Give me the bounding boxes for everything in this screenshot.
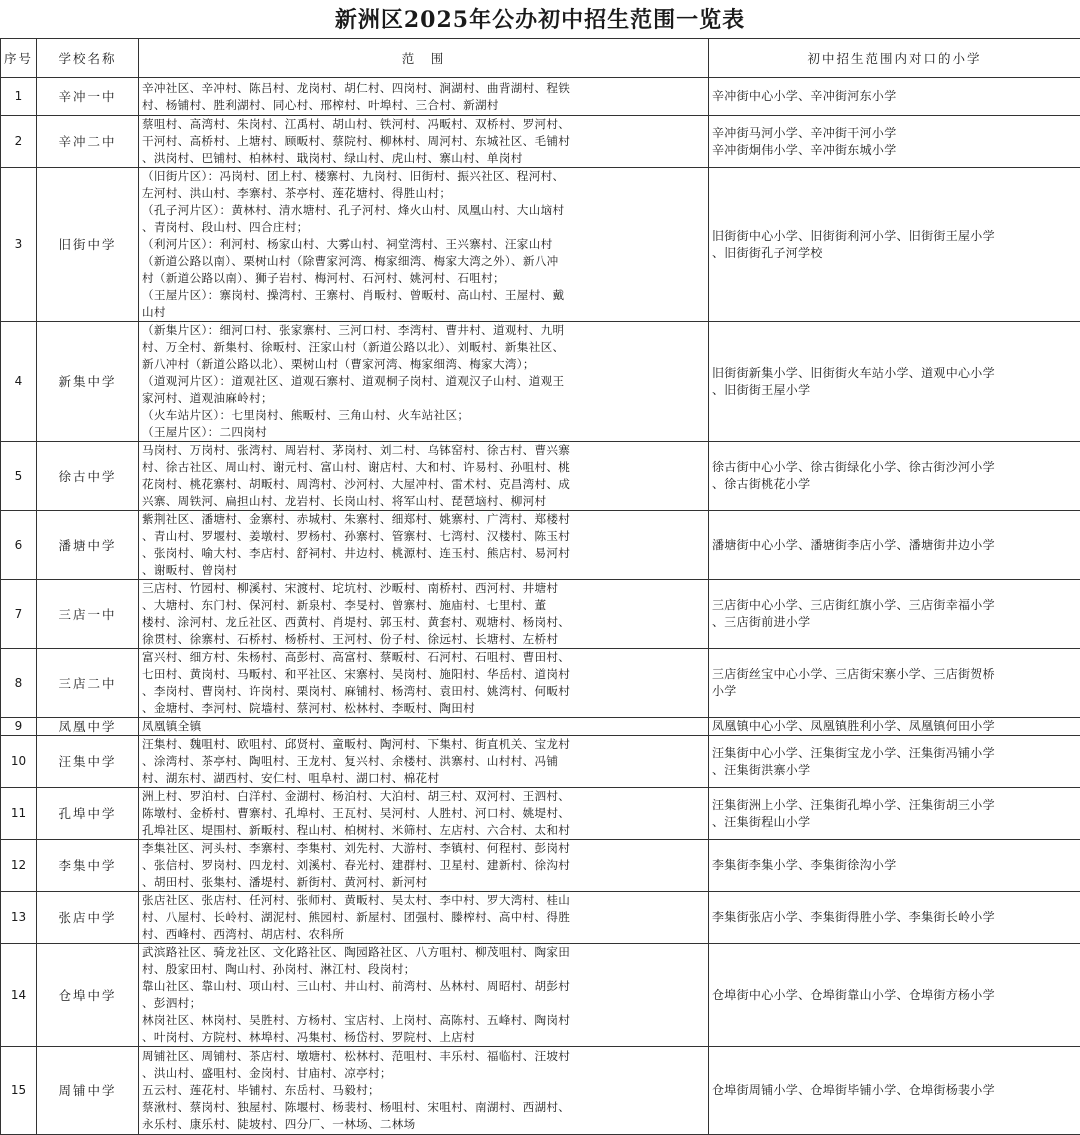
range-line: 李集社区、河头村、李寨村、李集村、刘先村、大游村、李镇村、何程村、彭岗村 xyxy=(142,840,705,857)
primary-line: 三店街中心小学、三店街红旗小学、三店街幸福小学 xyxy=(712,597,1077,614)
table-row xyxy=(1,442,1080,511)
primary-line: 仓埠街周铺小学、仓埠街毕铺小学、仓埠街杨裴小学 xyxy=(712,1082,1077,1099)
row-number: 1 xyxy=(1,78,37,116)
school-name: 潘塘中学 xyxy=(37,511,139,580)
header-school: 学校名称 xyxy=(37,39,139,78)
range-line: 富兴村、细方村、朱杨村、高彭村、高富村、蔡畈村、石河村、石咀村、曹田村、 xyxy=(142,649,705,666)
school-name: 新集中学 xyxy=(37,322,139,442)
range-line: （新道公路以南）、栗树山村（除曹家河湾、梅家细湾、梅家大湾之外）、新八冲 xyxy=(142,253,705,270)
range-line: 陈墩村、金桥村、曹寨村、孔埠村、王瓦村、吴河村、人胜村、河口村、姚堤村、 xyxy=(142,805,705,822)
enrollment-range xyxy=(139,840,709,892)
header-range: 范 围 xyxy=(139,39,709,78)
range-line: 蔡湫村、蔡岗村、独屋村、陈堰村、杨裴村、杨咀村、宋咀村、南湖村、西湖村、 xyxy=(142,1099,705,1116)
range-line: 村、殷家田村、陶山村、孙岗村、淋江村、段岗村； xyxy=(142,961,705,978)
range-line: 永乐村、康乐村、陡坡村、四分厂、一林场、二林场 xyxy=(142,1116,705,1133)
range-line: 、彭泗村； xyxy=(142,995,705,1012)
matched-primary-schools xyxy=(709,580,1080,649)
range-line: 靠山社区、靠山村、项山村、三山村、井山村、前湾村、丛林村、周昭村、胡彭村 xyxy=(142,978,705,995)
row-number: 11 xyxy=(1,788,37,840)
range-line: （旧街片区）：冯岗村、团上村、楼寨村、九岗村、旧街村、振兴社区、程河村、 xyxy=(142,168,705,185)
table-row xyxy=(1,840,1080,892)
row-number: 10 xyxy=(1,736,37,788)
range-line: 、青岗村、段山村、四合庄村； xyxy=(142,219,705,236)
range-line: 、张信村、罗岗村、四龙村、刘溪村、春光村、建群村、卫星村、建新村、徐沟村 xyxy=(142,857,705,874)
matched-primary-schools xyxy=(709,116,1080,168)
range-line: 、胡田村、张集村、潘堤村、新街村、黄河村、新河村 xyxy=(142,874,705,891)
matched-primary-schools xyxy=(709,168,1080,322)
range-line: 洲上村、罗泊村、白洋村、金湖村、杨泊村、大泊村、胡三村、双河村、王泗村、 xyxy=(142,788,705,805)
range-line: 干河村、高桥村、上塘村、顾畈村、蔡院村、柳林村、周河村、东城社区、毛铺村 xyxy=(142,133,705,150)
range-line: 左河村、洪山村、李寨村、茶亭村、莲花塘村、得胜山村； xyxy=(142,185,705,202)
range-line: （王屋片区）：寨岗村、操湾村、王寨村、肖畈村、曾畈村、高山村、王屋村、戴 xyxy=(142,287,705,304)
range-line: （王屋片区）：二四岗村 xyxy=(142,424,705,441)
primary-line: 汪集街洲上小学、汪集街孔埠小学、汪集街胡三小学 xyxy=(712,797,1077,814)
enrollment-range xyxy=(139,1047,709,1135)
matched-primary-schools xyxy=(709,840,1080,892)
table-row xyxy=(1,511,1080,580)
school-name: 汪集中学 xyxy=(37,736,139,788)
matched-primary-schools xyxy=(709,1047,1080,1135)
school-name: 周铺中学 xyxy=(37,1047,139,1135)
primary-line: 、徐古街桃花小学 xyxy=(712,476,1077,493)
table-row xyxy=(1,116,1080,168)
row-number: 14 xyxy=(1,944,37,1047)
range-line: 村、杨铺村、胜利湖村、同心村、邢榨村、叶埠村、三合村、新湖村 xyxy=(142,97,705,114)
table-row xyxy=(1,322,1080,442)
range-line: 孔埠社区、堤围村、新畈村、程山村、柏树村、米筛村、左店村、六合村、太和村 xyxy=(142,822,705,839)
row-number: 8 xyxy=(1,649,37,718)
range-line: 武滨路社区、骑龙社区、文化路社区、陶园路社区、八方咀村、柳茂咀村、陶家田 xyxy=(142,944,705,961)
enrollment-range xyxy=(139,649,709,718)
range-line: 村、八屋村、长岭村、湖泥村、熊园村、新屋村、团强村、滕榨村、高中村、得胜 xyxy=(142,909,705,926)
range-line: 凤凰镇全镇 xyxy=(142,718,705,735)
matched-primary-schools xyxy=(709,736,1080,788)
row-number: 6 xyxy=(1,511,37,580)
header-primary: 初中招生范围内对口的小学 xyxy=(709,39,1080,78)
row-number: 3 xyxy=(1,168,37,322)
matched-primary-schools xyxy=(709,944,1080,1047)
primary-line: 潘塘街中心小学、潘塘街李店小学、潘塘街井边小学 xyxy=(712,537,1077,554)
matched-primary-schools xyxy=(709,649,1080,718)
school-name: 三店二中 xyxy=(37,649,139,718)
row-number: 5 xyxy=(1,442,37,511)
primary-line: 徐古街中心小学、徐古街绿化小学、徐古街沙河小学 xyxy=(712,459,1077,476)
range-line: （新集片区）：细河口村、张家寨村、三河口村、李湾村、曹井村、道观村、九明 xyxy=(142,322,705,339)
primary-line: 李集街李集小学、李集街徐沟小学 xyxy=(712,857,1077,874)
range-line: 家河村、道观油麻岭村； xyxy=(142,390,705,407)
table-row xyxy=(1,892,1080,944)
school-name: 凤凰中学 xyxy=(37,718,139,736)
primary-line: 汪集街中心小学、汪集街宝龙小学、汪集街冯铺小学 xyxy=(712,745,1077,762)
row-number: 15 xyxy=(1,1047,37,1135)
enrollment-range xyxy=(139,580,709,649)
table-row xyxy=(1,78,1080,116)
primary-line: 辛冲街炯伟小学、辛冲街东城小学 xyxy=(712,142,1077,159)
enrollment-range xyxy=(139,78,709,116)
matched-primary-schools xyxy=(709,718,1080,736)
page-title: 新洲区2025年公办初中招生范围一览表 xyxy=(0,0,1080,38)
primary-line: 旧街街新集小学、旧街街火车站小学、道观中心小学 xyxy=(712,365,1077,382)
enrollment-table xyxy=(0,38,1080,1135)
table-row xyxy=(1,736,1080,788)
primary-line: 辛冲街马河小学、辛冲街干河小学 xyxy=(712,125,1077,142)
range-line: 紫荆社区、潘塘村、金寨村、赤城村、朱寨村、细郑村、姚寨村、广湾村、郑楼村 xyxy=(142,511,705,528)
table-row xyxy=(1,718,1080,736)
row-number: 12 xyxy=(1,840,37,892)
range-line: 辛冲社区、辛冲村、陈吕村、龙岗村、胡仁村、四岗村、涧湖村、曲背湖村、程铁 xyxy=(142,80,705,97)
school-name: 辛冲二中 xyxy=(37,116,139,168)
range-line: 新八冲村（新道公路以北）、栗树山村（曹家河湾、梅家细湾、梅家大湾）； xyxy=(142,356,705,373)
primary-line: 旧街街中心小学、旧街街利河小学、旧街街王屋小学 xyxy=(712,228,1077,245)
row-number: 9 xyxy=(1,718,37,736)
table-row xyxy=(1,944,1080,1047)
primary-line: 仓埠街中心小学、仓埠街靠山小学、仓埠街方杨小学 xyxy=(712,987,1077,1004)
range-line: 、谢畈村、曾岗村 xyxy=(142,562,705,579)
row-number: 13 xyxy=(1,892,37,944)
enrollment-range xyxy=(139,718,709,736)
school-name: 徐古中学 xyxy=(37,442,139,511)
enrollment-range xyxy=(139,322,709,442)
table-row xyxy=(1,788,1080,840)
range-line: 汪集村、魏咀村、欧咀村、邱贤村、童畈村、陶河村、下集村、街直机关、宝龙村 xyxy=(142,736,705,753)
primary-line: 凤凰镇中心小学、凤凰镇胜利小学、凤凰镇何田小学 xyxy=(712,718,1077,735)
matched-primary-schools xyxy=(709,78,1080,116)
range-line: 楼村、涂河村、龙丘社区、西黄村、肖堤村、郭玉村、黄套村、观塘村、杨岗村、 xyxy=(142,614,705,631)
range-line: 、金塘村、李河村、院墙村、蔡河村、松林村、李畈村、陶田村 xyxy=(142,700,705,717)
enrollment-range xyxy=(139,168,709,322)
range-line: （利河片区）：利河村、杨家山村、大雾山村、祠堂湾村、王兴寨村、汪家山村 xyxy=(142,236,705,253)
primary-line: 、旧街街孔子河学校 xyxy=(712,245,1077,262)
range-line: 周铺社区、周铺村、茶店村、墩塘村、松林村、范咀村、丰乐村、福临村、汪坡村 xyxy=(142,1048,705,1065)
school-name: 李集中学 xyxy=(37,840,139,892)
range-line: 张店社区、张店村、任河村、张师村、黄畈村、吴太村、李中村、罗大湾村、桂山 xyxy=(142,892,705,909)
range-line: 、洪岗村、巴铺村、柏林村、戢岗村、绿山村、虎山村、寨山村、单岗村 xyxy=(142,150,705,167)
range-line: 、张岗村、喻大村、李店村、舒祠村、井边村、桃源村、连玉村、熊店村、易河村 xyxy=(142,545,705,562)
range-line: 、涂湾村、茶亭村、陶咀村、王龙村、复兴村、余楼村、洪寨村、山村村、冯铺 xyxy=(142,753,705,770)
school-name: 孔埠中学 xyxy=(37,788,139,840)
range-line: 马岗村、万岗村、张湾村、周岩村、茅岗村、刘二村、乌钵窑村、徐古村、曹兴寨 xyxy=(142,442,705,459)
range-line: 村、万全村、新集村、徐畈村、汪家山村（新道公路以北）、刘畈村、新集社区、 xyxy=(142,339,705,356)
enrollment-range xyxy=(139,442,709,511)
enrollment-range xyxy=(139,736,709,788)
header-no: 序号 xyxy=(1,39,37,78)
row-number: 7 xyxy=(1,580,37,649)
range-line: （火车站片区）：七里岗村、熊畈村、三角山村、火车站社区； xyxy=(142,407,705,424)
range-line: 蔡咀村、高湾村、朱岗村、江禹村、胡山村、铁河村、冯畈村、双桥村、罗河村、 xyxy=(142,116,705,133)
school-name: 三店一中 xyxy=(37,580,139,649)
enrollment-range xyxy=(139,892,709,944)
range-line: 徐贯村、徐寨村、石桥村、杨桥村、王河村、份子村、徐远村、长塘村、左桥村 xyxy=(142,631,705,648)
school-name: 辛冲一中 xyxy=(37,78,139,116)
matched-primary-schools xyxy=(709,892,1080,944)
row-number: 4 xyxy=(1,322,37,442)
range-line: 村、西峰村、西湾村、胡店村、农科所 xyxy=(142,926,705,943)
range-line: 村、湖东村、湖西村、安仁村、咀阜村、湖口村、棉花村 xyxy=(142,770,705,787)
row-number: 2 xyxy=(1,116,37,168)
range-line: 七田村、黄岗村、马畈村、和平社区、宋寨村、吴岗村、施阳村、华岳村、道岗村 xyxy=(142,666,705,683)
matched-primary-schools xyxy=(709,442,1080,511)
primary-line: 辛冲街中心小学、辛冲街河东小学 xyxy=(712,88,1077,105)
header-row xyxy=(1,39,1080,78)
primary-line: 三店街丝宝中心小学、三店街宋寨小学、三店街贺桥 xyxy=(712,666,1077,683)
range-line: 兴寨、周铁河、扁担山村、龙岩村、长岗山村、将军山村、琵琶垴村、柳河村 xyxy=(142,493,705,510)
range-line: （孔子河片区）：黄林村、清水塘村、孔子河村、烽火山村、凤凰山村、大山垴村 xyxy=(142,202,705,219)
primary-line: 、汪集街程山小学 xyxy=(712,814,1077,831)
matched-primary-schools xyxy=(709,511,1080,580)
school-name: 旧街中学 xyxy=(37,168,139,322)
range-line: 村、徐古社区、周山村、谢元村、富山村、谢店村、大和村、许易村、孙咀村、桃 xyxy=(142,459,705,476)
range-line: 、洪山村、盛咀村、金岗村、甘庙村、凉亭村； xyxy=(142,1065,705,1082)
enrollment-range xyxy=(139,944,709,1047)
range-line: 山村 xyxy=(142,304,705,321)
primary-line: 、旧街街王屋小学 xyxy=(712,382,1077,399)
table-row xyxy=(1,649,1080,718)
range-line: 林岗社区、林岗村、吴胜村、方杨村、宝店村、上岗村、高陈村、五峰村、陶岗村 xyxy=(142,1012,705,1029)
primary-line: 李集街张店小学、李集街得胜小学、李集街长岭小学 xyxy=(712,909,1077,926)
range-line: 三店村、竹园村、柳溪村、宋渡村、坨坑村、沙畈村、南桥村、西河村、井塘村 xyxy=(142,580,705,597)
range-line: 村（新道公路以南）、狮子岩村、梅河村、石河村、姚河村、石咀村； xyxy=(142,270,705,287)
range-line: 、大塘村、东门村、保河村、新泉村、李旻村、曾寨村、施庙村、七里村、董 xyxy=(142,597,705,614)
range-line: 、青山村、罗堰村、姜墩村、罗杨村、孙寨村、管寨村、七湾村、汉楼村、陈玉村 xyxy=(142,528,705,545)
matched-primary-schools xyxy=(709,788,1080,840)
range-line: 、李岗村、曹岗村、许岗村、栗岗村、麻铺村、杨湾村、袁田村、姚湾村、何畈村 xyxy=(142,683,705,700)
table-row xyxy=(1,580,1080,649)
primary-line: 小学 xyxy=(712,683,1077,700)
primary-line: 、三店街前进小学 xyxy=(712,614,1077,631)
range-line: （道观河片区）：道观社区、道观石寨村、道观桐子岗村、道观汉子山村、道观王 xyxy=(142,373,705,390)
table-row xyxy=(1,168,1080,322)
school-name: 仓埠中学 xyxy=(37,944,139,1047)
range-line: 五云村、莲花村、毕铺村、东岳村、马毅村； xyxy=(142,1082,705,1099)
school-name: 张店中学 xyxy=(37,892,139,944)
primary-line: 、汪集街洪寨小学 xyxy=(712,762,1077,779)
table-body xyxy=(1,78,1080,1135)
matched-primary-schools xyxy=(709,322,1080,442)
enrollment-range xyxy=(139,788,709,840)
range-line: 、叶岗村、方院村、林埠村、冯集村、杨岱村、罗院村、上店村 xyxy=(142,1029,705,1046)
table-row xyxy=(1,1047,1080,1135)
range-line: 花岗村、桃花寨村、胡畈村、周湾村、沙河村、大屋冲村、雷术村、克昌湾村、成 xyxy=(142,476,705,493)
enrollment-range xyxy=(139,116,709,168)
enrollment-range xyxy=(139,511,709,580)
